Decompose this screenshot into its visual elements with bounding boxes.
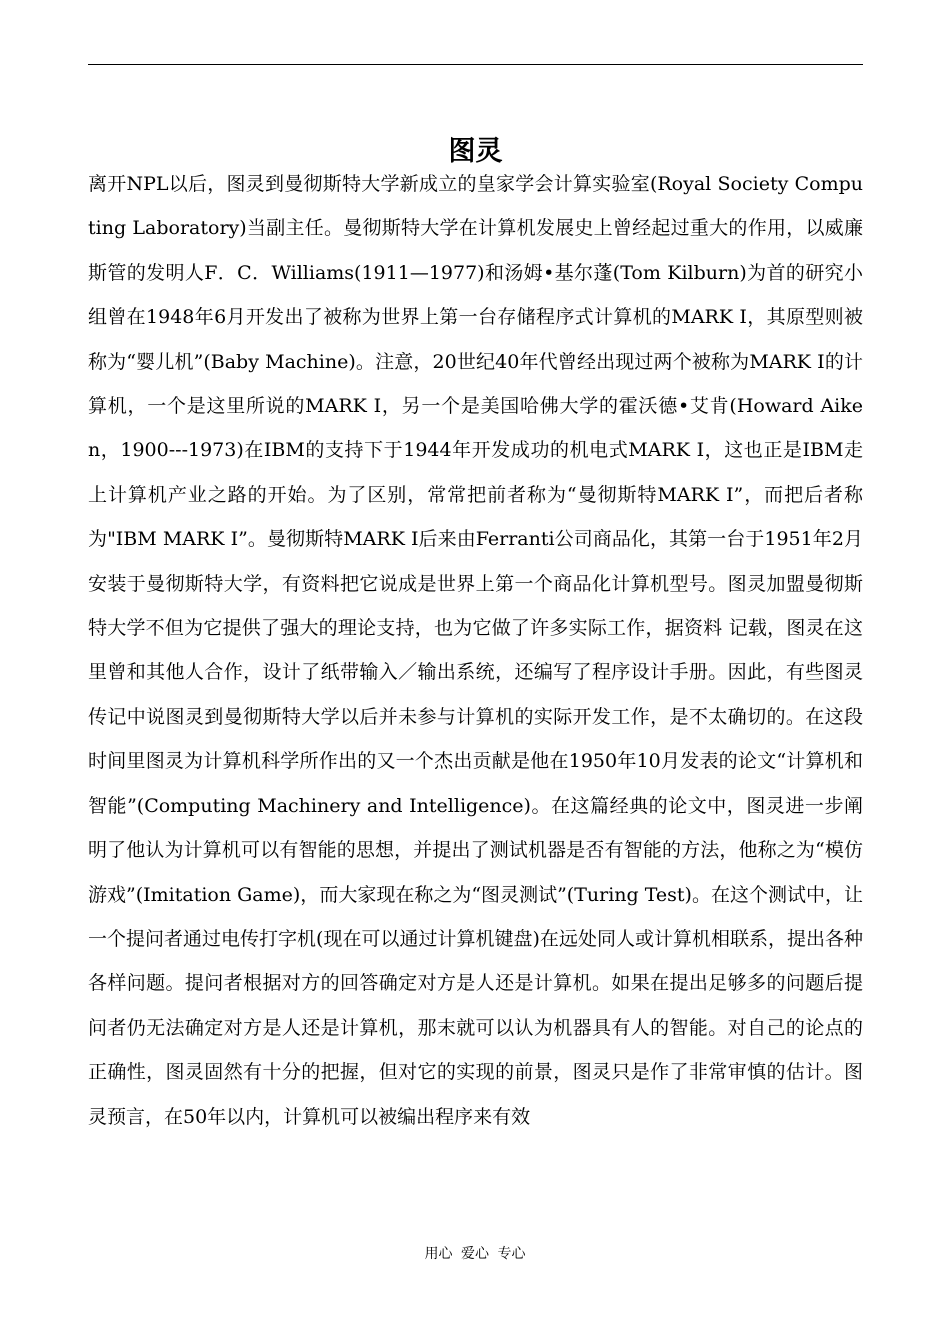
page-footer: 用心 爱心 专心 bbox=[424, 1246, 526, 1262]
document-title: 图灵 bbox=[448, 136, 503, 168]
header-rule bbox=[88, 64, 863, 65]
body-paragraph: 离开NPL以后，图灵到曼彻斯特大学新成立的皇家学会计算实验室(Royal Society Computing Laboratory)当副主任。曼彻斯特大学在计算机发展史上曾经起过重大的作用，以威廉斯管的发明人F．C．Williams(1911—1977)和汤姆•基尔蓬(Tom Kilburn)为首的研究小组曾在1948年6月开发出了被称为世界上第一台存储程序式计算机的MARK I，其原型则被称为“婴儿机”(Baby Machine)。注意，20世纪40年代曾经出现过两个被称为MARK I的计算机，一个是这里所说的MARK I，另一个是美国哈佛大学的霍沃德•艾肯(Howard Aiken，1900---1973)在IBM的支持下于1944年开发成功的机电式MARK I，这也正是IBM走上计算机产业之路的开始。为了区别，常常把前者称为“曼彻斯特MARK I”，而把后者称为"IBM MARK I”。曼彻斯特MARK I后来由Ferranti公司商品化，其第一台于1951年2月安装于曼彻斯特大学，有资料把它说成是世界上第一个商品化计算机型号。图灵加盟曼彻斯特大学不但为它提供了强大的理论支持，也为它做了许多实际工作，据资料 记载，图灵在这里曾和其他人合作，设计了纸带输入／输出系统，还编写了程序设计手册。因此，有些图灵传记中说图灵到曼彻斯特大学以后并未参与计算机的实际开发工作，是不太确切的。在这段时间里图灵为计算机科学所作出的又一个杰出贡献是他在1950年10月发表的论文“计算机和智能”(Computing Machinery and Intelligence)。在这篇经典的论文中，图灵进一步阐明了他认为计算机可以有智能的思想，并提出了测试机器是否有智能的方法，他称之为“模仿游戏”(Imitation Game)，而大家现在称之为“图灵测试”(Turing Test)。在这个测试中，让一个提问者通过电传打字机(现在可以通过计算机键盘)在远处同人或计算机相联系，提出各种各样问题。提问者根据对方的回答确定对方是人还是计算机。如果在提出足够多的问题后提问者仍无法确定对方是人还是计算机，那末就可以认为机器具有人的智能。对自己的论点的正确性，图灵固然有十分的把握，但对它的实现的前景，图灵只是作了非常审慎的估计。图灵预言，在50年以内，计算机可以被编出程序来有效 bbox=[88, 173, 863, 1128]
